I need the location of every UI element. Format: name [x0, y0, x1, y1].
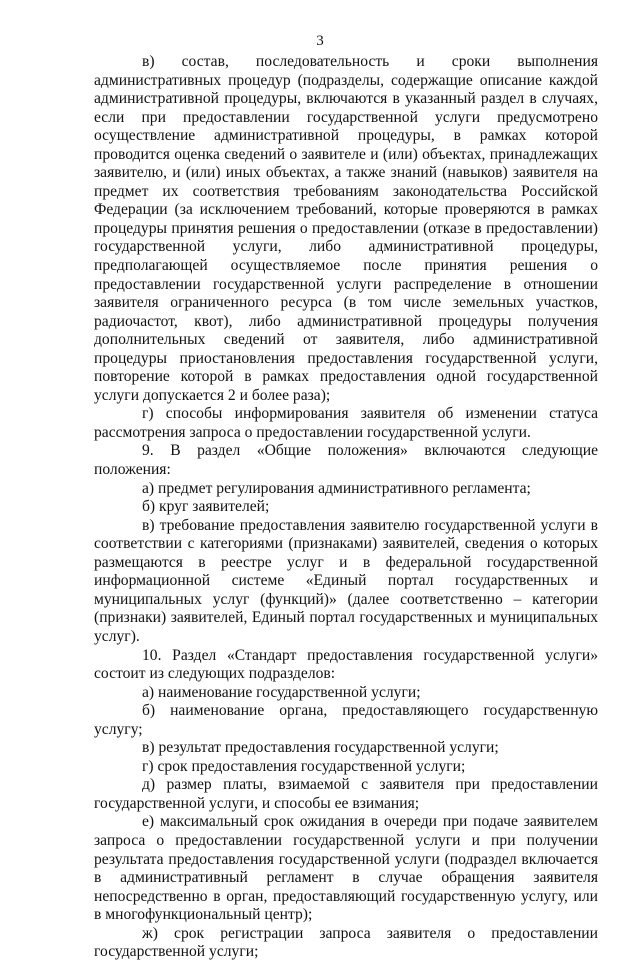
paragraph-10zh: ж) срок регистрации запроса заявителя о предоставлении государственной услуги;: [94, 924, 598, 961]
body-text: [94, 53, 598, 962]
page-number: 3: [316, 33, 324, 49]
paragraph-8v: в) состав, последовательность и сроки выполнения административных процедур (подразделы, содержащие описание каждой административной процедуры, включаются в указанный раздел в случаях, если при предоставлении государственной услуги предусмотрено осуществление административной процедуры, в рамках которой проводится оценка сведений о заявителе и (или) объектах, принадлежащих заявителю, и (или) иных объектах, а также знаний (навыков) заявителя на предмет их соответствия требованиям законодательства Российской Федерации (за исключением требований, которые проверяются в рамках процедуры принятия решения о предоставлении (отказе в предоставлении) государственной услуги, либо административной процедуры, предполагающей осуществляемое после принятия решения о предоставлении государственной услуги распределение в отношении заявителя ограниченного ресурса (в том числе земельных участков, радиочастот, квот), либо административной процедуры получения дополнительных сведений от заявителя, либо административной процедуры приостановления предоставления государственной услуги, повторение которой в рамках предоставления одной государственной услуги допускается 2 и более раза);: [94, 53, 598, 404]
paragraph-10e: е) максимальный срок ожидания в очереди при подаче заявителем запроса о предоставлении государственной услуги и при получении результата предоставления государственной услуги (подраздел включается в административный регламент в случае обращения заявителя непосредственно в орган, предоставляющий государственную услугу, или в многофункциональный центр);: [94, 813, 598, 924]
paragraph-10a: а) наименование государственной услуги;: [142, 683, 421, 701]
paragraph-9: 9. В раздел «Общие положения» включаются следующие положения:: [94, 442, 598, 479]
paragraph-9a: а) предмет регулирования административного регламента;: [142, 479, 531, 497]
paragraph-9b: б) круг заявителей;: [142, 498, 270, 516]
paragraph-10d: д) размер платы, взимаемой с заявителя при предоставлении государственной услуги, и способы ее взимания;: [94, 776, 598, 812]
paragraph-10g: г) срок предоставления государственной услуги;: [142, 757, 466, 775]
paragraph-10: 10. Раздел «Стандарт предоставления государственной услуги» состоит из следующих подразделов:: [94, 646, 598, 683]
paragraph-10v: в) результат предоставления государственной услуги;: [142, 739, 499, 757]
paragraph-9v: в) требование предоставления заявителю государственной услуги в соответствии с категориями (признаками) заявителей, сведения о которых размещаются в реестре услуг и в федеральной государственной информационной системе «Единый портал государственных и муниципальных услуг (функций)» (далее соответственно – категории (признаки) заявителей, Единый портал государственных и муниципальных услуг).: [94, 516, 598, 645]
paragraph-10b: б) наименование органа, предоставляющего государственную услугу;: [94, 702, 598, 738]
paragraph-8g: г) способы информирования заявителя об изменении статуса рассмотрения запроса о предоставлении государственной услуги.: [94, 405, 598, 441]
